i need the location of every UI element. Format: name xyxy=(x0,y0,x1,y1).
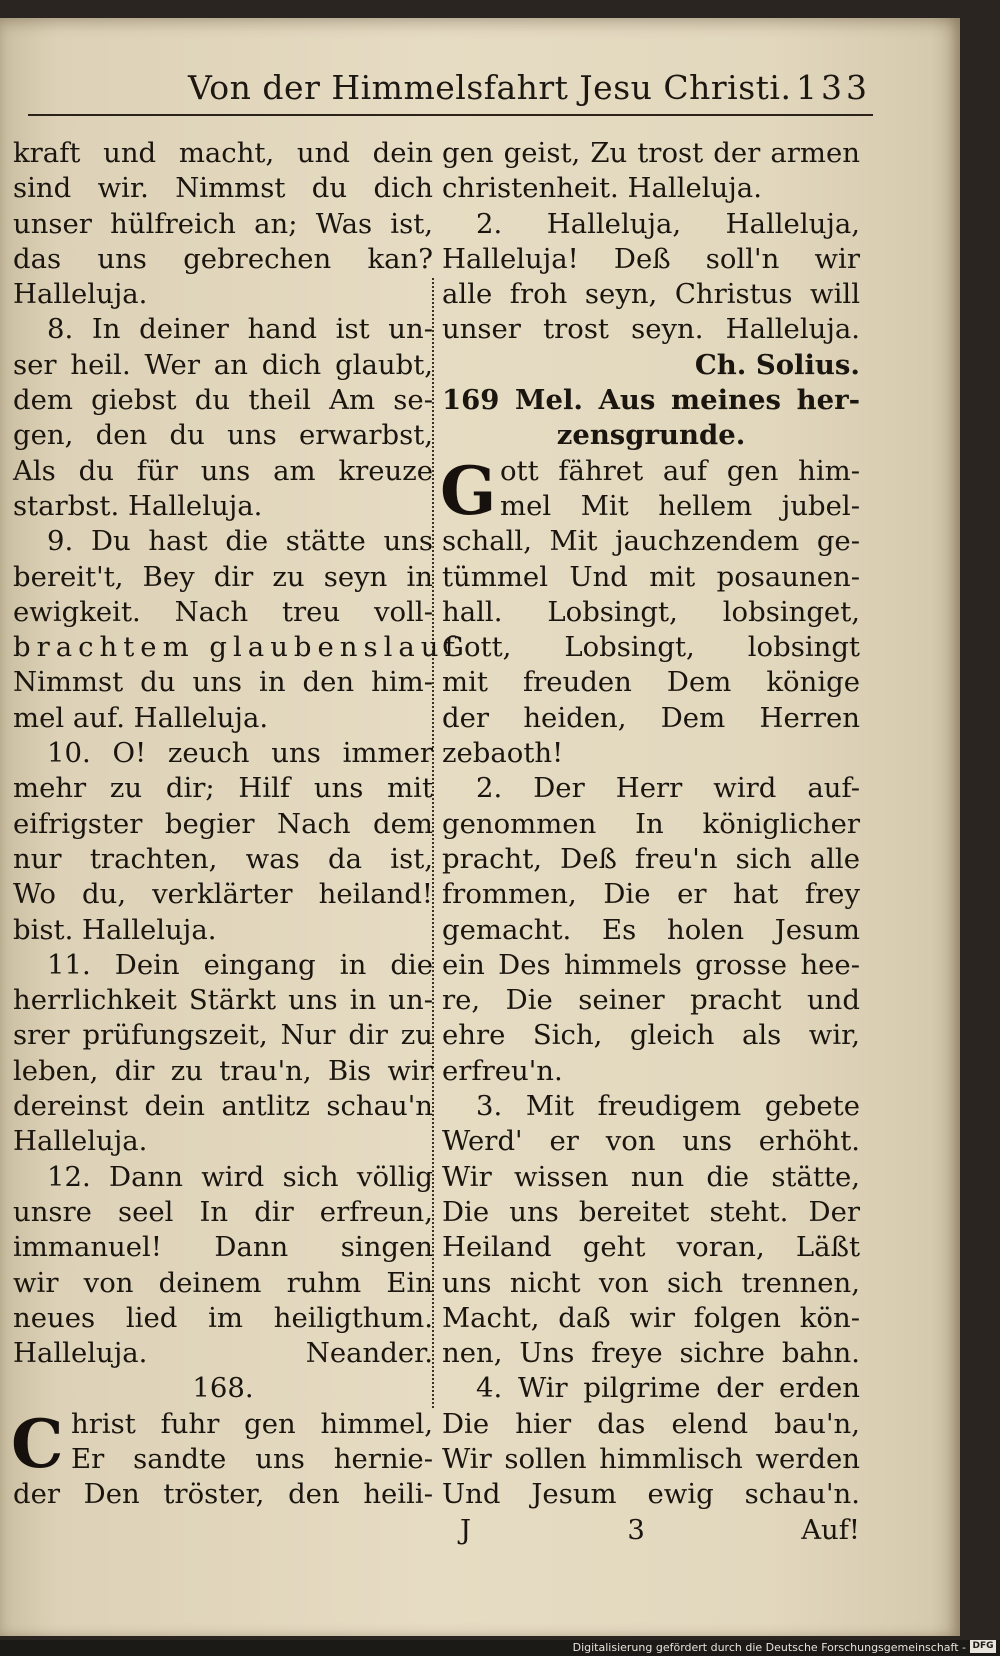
hymn-heading: 169 Mel. Aus meines her- xyxy=(442,384,860,417)
text-line: Wir sollen himmlisch werden xyxy=(442,1442,860,1475)
text-line: Heiland geht voran, Läßt xyxy=(442,1231,860,1264)
text-line: der heiden, Dem Herren xyxy=(442,701,860,734)
text-line: sind wir. Nimmst du dich xyxy=(13,172,433,205)
text-line: re, Die seiner pracht und xyxy=(442,984,860,1017)
text-line: gen, den du uns erwarbst, xyxy=(13,419,433,452)
text-line: gen geist, Zu trost der armen xyxy=(442,137,860,169)
text-line: eifrigster begier Nach dem xyxy=(13,807,433,840)
dfg-logo: DFG xyxy=(970,1640,996,1653)
author-line: Halleluja. Neander. xyxy=(13,1337,433,1370)
book-page xyxy=(0,18,960,1636)
author-attribution: Ch. Solius. xyxy=(694,348,860,381)
verse-start-line: 10. O! zeuch uns immer xyxy=(47,737,433,770)
running-header xyxy=(28,62,873,118)
text-line: Er sandte uns hernie- xyxy=(71,1442,433,1475)
text-line: unser trost seyn. Halleluja. xyxy=(442,313,860,346)
text-line: dem giebst du theil Am se- xyxy=(13,384,433,417)
verse-start-line: 2. Der Herr wird auf- xyxy=(476,772,860,805)
text-line: Macht, daß wir folgen kön- xyxy=(442,1301,860,1334)
digitization-footer xyxy=(0,1641,1000,1656)
text-line: kraft und macht, und dein xyxy=(13,137,433,169)
text-line: zebaoth! xyxy=(442,737,564,770)
text-line: schall, Mit jauchzendem ge- xyxy=(442,525,860,558)
text-line: mel auf. Halleluja. xyxy=(13,701,269,734)
text-line: immanuel! Dann singen xyxy=(13,1231,433,1264)
text-line: ewigkeit. Nach treu voll- xyxy=(13,595,433,628)
drop-cap: G xyxy=(440,451,497,530)
catchword: Auf! xyxy=(801,1513,860,1546)
page-footer-line xyxy=(442,1513,860,1548)
text-line: ein Des himmels grosse hee- xyxy=(442,948,860,981)
text-line: alle froh seyn, Christus will xyxy=(442,278,860,311)
text-line: hrist fuhr gen himmel, xyxy=(71,1407,433,1440)
verse-start-line: 8. In deiner hand ist un- xyxy=(47,313,433,346)
text-line: Wir wissen nun die stätte, xyxy=(442,1160,860,1193)
text-line: unsre seel In dir erfreun, xyxy=(13,1195,433,1228)
text-line: ser heil. Wer an dich glaubt, xyxy=(13,348,433,381)
text-line: Halleluja! Deß soll'n wir xyxy=(442,242,860,275)
verse-start-line: 9. Du hast die stätte uns xyxy=(47,525,433,558)
text-line: nur trachten, was da ist, xyxy=(13,842,433,875)
signature-mark: J 3 xyxy=(460,1513,645,1546)
left-column xyxy=(11,136,461,1513)
text-line: leben, dir zu trau'n, Bis wir xyxy=(13,1054,433,1087)
text-line: tümmel Und mit posaunen- xyxy=(442,560,860,593)
text-line: ehre Sich, gleich als wir, xyxy=(442,1019,860,1052)
text-line: srer prüfungszeit, Nur dir zu xyxy=(13,1019,433,1052)
text-line: das uns gebrechen kan? xyxy=(13,242,433,275)
text-line: Wo du, verklärter heiland! xyxy=(13,878,433,911)
text-line: Die hier das elend bau'n, xyxy=(442,1407,860,1440)
hymn-168-opening xyxy=(11,1404,433,1513)
text-line: mel Mit hellem jubel- xyxy=(500,489,860,522)
right-column xyxy=(442,136,860,1548)
text-line: uns nicht von sich trennen, xyxy=(442,1266,860,1299)
text-line: wir von deinem ruhm Ein xyxy=(13,1266,433,1299)
verse-start-line: 12. Dann wird sich völlig xyxy=(47,1160,433,1193)
text-line: gemacht. Es holen Jesum xyxy=(442,913,860,946)
text-line: Halleluja. xyxy=(13,278,148,311)
text-line: christenheit. Halleluja. xyxy=(442,172,762,205)
text-line: Und Jesum ewig schau'n. xyxy=(442,1478,860,1511)
text-line: dereinst dein antlitz schau'n xyxy=(13,1090,433,1123)
text-line: frommen, Die er hat frey xyxy=(442,878,860,911)
text-line: Halleluja. xyxy=(13,1125,148,1158)
text-line: der Den tröster, den heili- xyxy=(13,1478,433,1511)
verse-start-line: 4. Wir pilgrime der erden xyxy=(476,1372,860,1405)
text-line: bist. Halleluja. xyxy=(13,913,217,946)
text-line: brachtem glaubenslauf xyxy=(13,631,461,664)
text-line: Nimmst du uns in den him- xyxy=(13,666,433,699)
text-line: mit freuden Dem könige xyxy=(442,666,860,699)
text-line: unser hülfreich an; Was ist, xyxy=(13,207,433,240)
text-line: hall. Lobsingt, lobsinget, xyxy=(442,595,860,628)
text-line: Gott, Lobsingt, lobsingt xyxy=(442,631,860,664)
verse-start-line: 2. Halleluja, Halleluja, xyxy=(476,207,860,240)
page-number: 133 xyxy=(796,68,871,107)
funding-credit: Digitalisierung gefördert durch die Deutsche Forschungsgemeinschaft - xyxy=(572,1641,966,1654)
text-line: mehr zu dir; Hilf uns mit xyxy=(13,772,433,805)
text-line: pracht, Deß freu'n sich alle xyxy=(442,842,860,875)
text-line: neues lied im heiligthum. xyxy=(13,1301,433,1334)
verse-start-line: 3. Mit freudigem gebete xyxy=(476,1090,860,1123)
header-rule xyxy=(28,114,873,116)
text-line: starbst. Halleluja. xyxy=(13,489,263,522)
text-line: genommen In königlicher xyxy=(442,807,860,840)
hymn-number: 168. xyxy=(192,1372,254,1405)
hymn-169-opening xyxy=(440,451,860,530)
running-title: Von der Himmelsfahrt Jesu Christi. xyxy=(188,68,792,107)
text-line: herrlichkeit Stärkt uns in un- xyxy=(13,984,433,1017)
text-line: ott fähret auf gen him- xyxy=(500,454,860,487)
drop-cap: C xyxy=(11,1404,64,1483)
text-line: nen, Uns freye sichre bahn. xyxy=(442,1337,860,1370)
text-line: bereit't, Bey dir zu seyn in xyxy=(13,560,433,593)
hymn-heading-continued: zensgrunde. xyxy=(556,419,746,452)
text-line: Als du für uns am kreuze xyxy=(13,454,433,487)
text-line: Die uns bereitet steht. Der xyxy=(442,1195,860,1228)
verse-start-line: 11. Dein eingang in die xyxy=(47,948,433,981)
text-line: Werd' er von uns erhöht. xyxy=(442,1125,860,1158)
text-line: erfreu'n. xyxy=(442,1054,563,1087)
